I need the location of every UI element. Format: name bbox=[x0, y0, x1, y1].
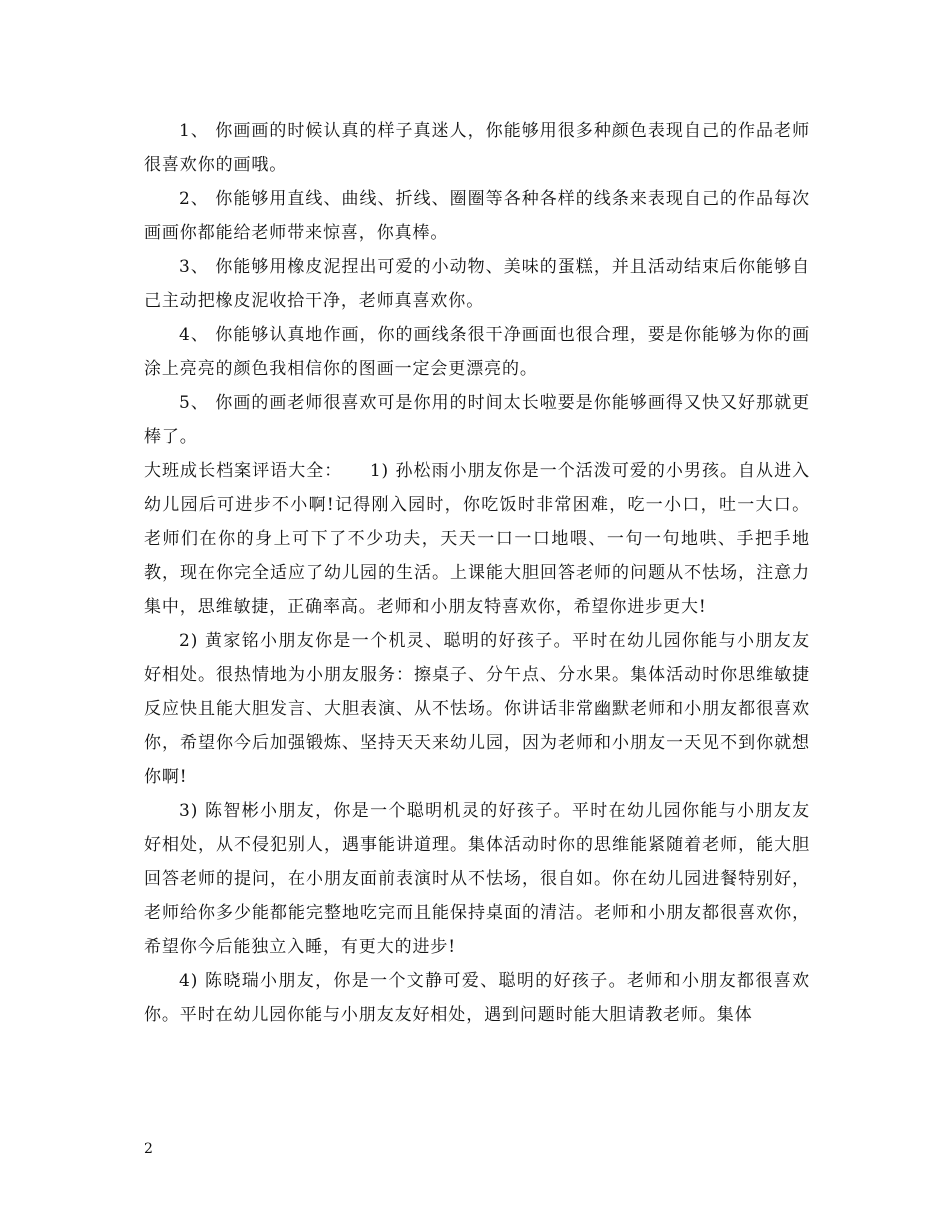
paragraph-evaluation-4: 4) 陈晓瑞小朋友，你是一个文静可爱、聪明的好孩子。老师和小朋友都很喜欢你。平时在幼儿园你能与小朋友友好相处，遇到问题时能大胆请教老师。集体 bbox=[144, 971, 810, 1025]
paragraph-item-1: 1、 你画画的时候认真的样子真迷人，你能够用很多种颜色表现自己的作品老师很喜欢你的画哦。 bbox=[144, 121, 810, 175]
document-body bbox=[144, 114, 810, 1032]
paragraph-evaluation-3: 3) 陈智彬小朋友，你是一个聪明机灵的好孩子。平时在幼儿园你能与小朋友友好相处，从不侵犯别人，遇事能讲道理。集体活动时你的思维能紧随着老师，能大胆回答老师的提问，在小朋友面前表演时从不怯场，很自如。你在幼儿园进餐特别好，老师给你多少能都能完整地吃完而且能保持桌面的清洁。老师和小朋友都很喜欢你，希望你今后能独立入睡，有更大的进步! bbox=[144, 801, 810, 957]
paragraph-item-3: 3、 你能够用橡皮泥捏出可爱的小动物、美味的蛋糕，并且活动结束后你能够自己主动把橡皮泥收拾干净，老师真喜欢你。 bbox=[144, 257, 810, 311]
paragraph-item-2: 2、 你能够用直线、曲线、折线、圈圈等各种各样的线条来表现自己的作品每次画画你都能给老师带来惊喜，你真棒。 bbox=[144, 189, 810, 243]
paragraph-item-4: 4、 你能够认真地作画，你的画线条很干净画面也很合理，要是你能够为你的画涂上亮亮的颜色我相信你的图画一定会更漂亮的。 bbox=[144, 325, 810, 379]
paragraph-evaluation-2: 2) 黄家铭小朋友你是一个机灵、聪明的好孩子。平时在幼儿园你能与小朋友友好相处。很热情地为小朋友服务：擦桌子、分午点、分水果。集体活动时你思维敏捷反应快且能大胆发言、大胆表演、从不怯场。你讲话非常幽默老师和小朋友都很喜欢你，希望你今后加强锻炼、坚持天天来幼儿园，因为老师和小朋友一天见不到你就想你啊! bbox=[144, 631, 810, 787]
paragraph-evaluation-1: 大班成长档案评语大全： 1) 孙松雨小朋友你是一个活泼可爱的小男孩。自从进入幼儿园后可进步不小啊!记得刚入园时，你吃饭时非常困难，吃一小口，吐一大口。老师们在你的身上可下了不少功夫，天天一口一口地喂、一句一句地哄、手把手地教，现在你完全适应了幼儿园的生活。上课能大胆回答老师的问题从不怯场，注意力集中，思维敏捷，正确率高。老师和小朋友特喜欢你，希望你进步更大! bbox=[144, 461, 810, 617]
paragraph-item-5: 5、 你画的画老师很喜欢可是你用的时间太长啦要是你能够画得又快又好那就更棒了。 bbox=[144, 393, 810, 447]
page-number: 2 bbox=[144, 1141, 153, 1157]
